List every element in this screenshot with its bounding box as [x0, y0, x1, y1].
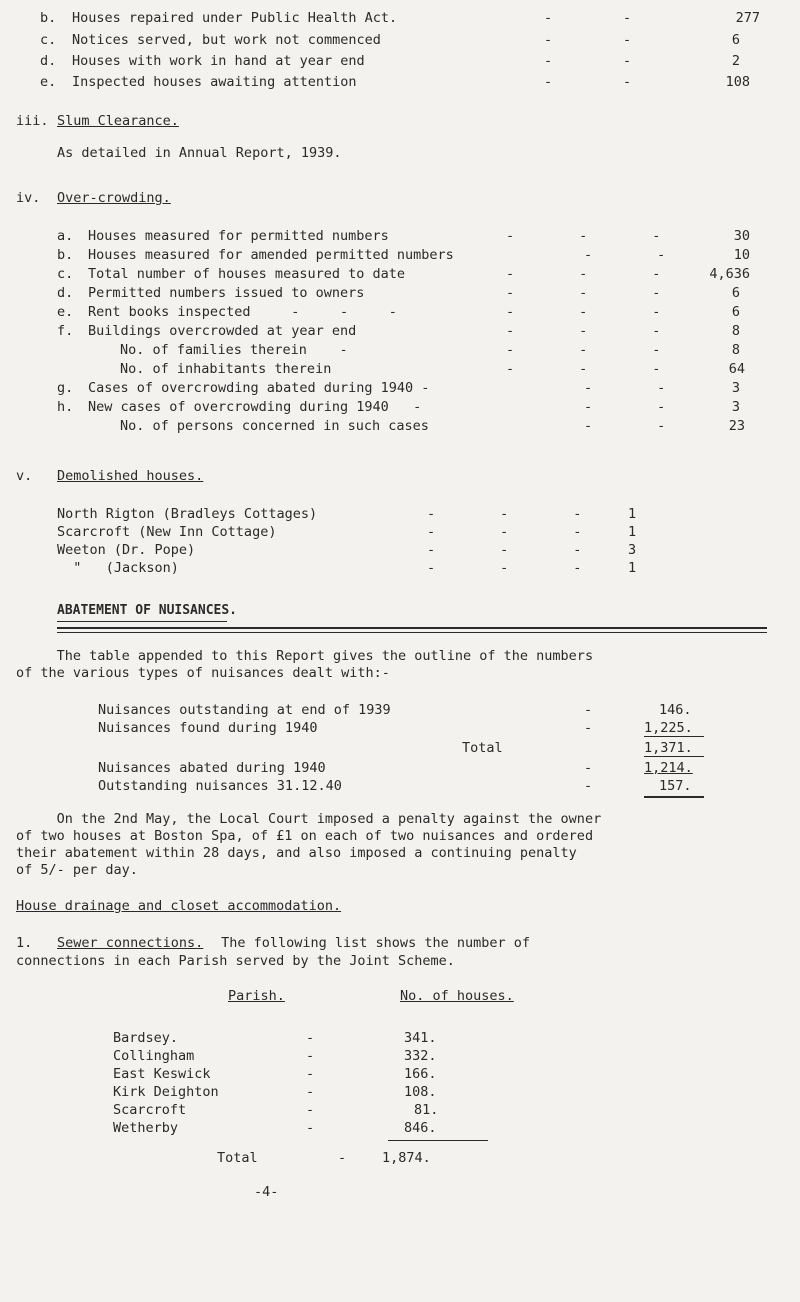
title-underline — [57, 621, 227, 622]
list-value: 108 — [725, 74, 750, 90]
leader-dash: - — [584, 720, 593, 736]
leader-dashes: - - — [584, 418, 666, 434]
list-value: 2 — [731, 53, 740, 69]
list-text: Houses with work in hand at year end — [72, 53, 365, 69]
list-letter: e. — [40, 74, 57, 90]
list-letter: c. — [40, 32, 57, 48]
list-text: Notices served, but work not commenced — [72, 32, 381, 48]
item-text: North Rigton (Bradleys Cottages) — [57, 506, 318, 522]
section-text: As detailed in Annual Report, 1939. — [57, 145, 342, 161]
parish-name: Bardsey. — [113, 1030, 179, 1046]
item-text: Permitted numbers issued to owners — [88, 285, 365, 301]
total-label: Total — [217, 1150, 258, 1166]
item-letter: h. — [57, 399, 74, 415]
leader-dashes: - - - — [427, 560, 582, 576]
section-number: iv. — [16, 190, 41, 206]
abatement-title: ABATEMENT OF NUISANCES. — [57, 603, 238, 618]
nuisance-label: Outstanding nuisances 31.12.40 — [98, 778, 342, 794]
nuisance-label: Nuisances abated during 1940 — [98, 760, 326, 776]
house-count: 108. — [404, 1084, 437, 1100]
parish-name: East Keswick — [113, 1066, 211, 1082]
drainage-title: House drainage and closet accommodation. — [16, 898, 342, 914]
item-letter: c. — [57, 266, 74, 282]
leader-dashes: - - — [584, 247, 666, 263]
nuisance-label: Nuisances found during 1940 — [98, 720, 318, 736]
list-letter: d. — [40, 53, 57, 69]
item-value: 3 — [628, 542, 637, 558]
item-text: Cases of overcrowding abated during 1940 - — [88, 380, 430, 396]
item-text: connections in each Parish served by the Joint Scheme. — [16, 953, 455, 969]
leader-dash: - — [584, 778, 593, 794]
double-rule-top — [57, 627, 767, 629]
parish-name: Scarcroft — [113, 1102, 187, 1118]
leader-dash: - — [306, 1048, 315, 1064]
section-number: iii. — [16, 113, 49, 129]
double-sum-rule — [644, 796, 704, 798]
leader-dash: - — [623, 74, 632, 90]
item-text: Scarcroft (New Inn Cottage) — [57, 524, 277, 540]
item-text: No. of persons concerned in such cases — [120, 418, 429, 434]
leader-dashes: - - — [584, 399, 666, 415]
leader-dash: - — [623, 10, 632, 26]
item-text: The following list shows the number of — [213, 935, 530, 951]
item-value: 3 — [731, 399, 740, 415]
list-value: 6 — [731, 32, 740, 48]
nuisance-value: 146. — [659, 702, 692, 718]
leader-dash: - — [306, 1030, 315, 1046]
leader-dash: - — [584, 702, 593, 718]
leader-dashes: - - — [584, 380, 666, 396]
nuisance-label: Nuisances outstanding at end of 1939 — [98, 702, 391, 718]
penalty-paragraph: their abatement within 28 days, and also imposed a continuing penalty — [16, 845, 577, 861]
leader-dash: - — [338, 1150, 347, 1166]
penalty-paragraph: of two houses at Boston Spa, of £1 on each of two nuisances and ordered — [16, 828, 594, 844]
house-count: 81. — [414, 1102, 439, 1118]
nuisance-value: 157. — [659, 778, 692, 794]
double-rule-bottom — [57, 632, 767, 633]
list-text: Houses repaired under Public Health Act. — [72, 10, 398, 26]
item-value: 6 — [731, 304, 740, 320]
house-count: 341. — [404, 1030, 437, 1046]
leader-dash: - — [306, 1084, 315, 1100]
leader-dash: - — [544, 53, 553, 69]
leader-dash: - — [306, 1102, 315, 1118]
total-value: 1,874. — [382, 1150, 431, 1166]
leader-dashes: - - - — [506, 361, 661, 377]
list-letter: b. — [40, 10, 57, 26]
item-letter: e. — [57, 304, 74, 320]
section-title: Over-crowding. — [57, 190, 171, 206]
nuisance-value: 1,225. — [644, 720, 693, 736]
leader-dashes: - - - — [506, 323, 661, 339]
leader-dash: - — [584, 760, 593, 776]
leader-dashes: - - - — [506, 228, 661, 244]
sum-rule — [644, 736, 704, 737]
item-text: No. of inhabitants therein — [120, 361, 332, 377]
item-value: 1 — [628, 524, 637, 540]
leader-dash: - — [544, 74, 553, 90]
parish-name: Wetherby — [113, 1120, 179, 1136]
leader-dash: - — [623, 53, 632, 69]
leader-dashes: - - - — [427, 542, 582, 558]
item-value: 30 — [733, 228, 750, 244]
leader-dashes: - - - — [506, 342, 661, 358]
section-title: Demolished houses. — [57, 468, 204, 484]
sum-rule — [388, 1140, 488, 1141]
leader-dash: - — [544, 10, 553, 26]
leader-dash: - — [544, 32, 553, 48]
house-count: 332. — [404, 1048, 437, 1064]
abatement-intro-line1: The table appended to this Report gives the outline of the numbers — [16, 648, 594, 664]
item-letter: b. — [57, 247, 74, 263]
item-letter: g. — [57, 380, 74, 396]
item-title: Sewer connections. — [57, 935, 204, 951]
item-number: 1. — [16, 935, 33, 951]
item-value: 64 — [728, 361, 745, 377]
list-text: Inspected houses awaiting attention — [72, 74, 357, 90]
item-text: Rent books inspected - - - — [88, 304, 397, 320]
item-value: 1 — [628, 560, 637, 576]
leader-dashes: - - - — [506, 285, 661, 301]
item-letter: f. — [57, 323, 74, 339]
item-value: 8 — [731, 323, 740, 339]
leader-dash: - — [306, 1120, 315, 1136]
house-count: 166. — [404, 1066, 437, 1082]
item-value: 10 — [733, 247, 750, 263]
item-value: 23 — [728, 418, 745, 434]
leader-dash: - — [306, 1066, 315, 1082]
section-title: Slum Clearance. — [57, 113, 179, 129]
total-label: Total — [462, 740, 503, 756]
item-value: 1 — [628, 506, 637, 522]
item-text: Houses measured for amended permitted numbers — [88, 247, 454, 263]
col-parish-header: Parish. — [228, 988, 285, 1004]
house-count: 846. — [404, 1120, 437, 1136]
item-value: 3 — [731, 380, 740, 396]
parish-name: Kirk Deighton — [113, 1084, 219, 1100]
item-text: Total number of houses measured to date — [88, 266, 405, 282]
list-value: 277 — [735, 10, 760, 26]
item-text: New cases of overcrowding during 1940 - — [88, 399, 422, 415]
total-value: 1,371. — [644, 740, 693, 756]
item-text: " (Jackson) — [57, 560, 179, 576]
page-number: -4- — [254, 1184, 279, 1200]
item-letter: a. — [57, 228, 74, 244]
section-number: v. — [16, 468, 33, 484]
item-value: 4,636 — [709, 266, 750, 282]
item-text: Weeton (Dr. Pope) — [57, 542, 196, 558]
item-text: Buildings overcrowded at year end — [88, 323, 357, 339]
penalty-paragraph: of 5/- per day. — [16, 862, 138, 878]
leader-dashes: - - - — [506, 304, 661, 320]
col-houses-header: No. of houses. — [400, 988, 514, 1004]
item-text: Houses measured for permitted numbers — [88, 228, 389, 244]
nuisance-value: 1,214. — [644, 760, 693, 776]
leader-dashes: - - - — [427, 506, 582, 522]
penalty-paragraph: On the 2nd May, the Local Court imposed a penalty against the owner — [16, 811, 602, 827]
leader-dashes: - - - — [427, 524, 582, 540]
item-letter: d. — [57, 285, 74, 301]
leader-dash: - — [623, 32, 632, 48]
leader-dashes: - - - — [506, 266, 661, 282]
item-text: No. of families therein - — [120, 342, 348, 358]
abatement-intro-line2: of the various types of nuisances dealt with:- — [16, 665, 390, 681]
sum-rule — [644, 756, 704, 757]
parish-name: Collingham — [113, 1048, 195, 1064]
item-value: 6 — [731, 285, 740, 301]
item-value: 8 — [731, 342, 740, 358]
